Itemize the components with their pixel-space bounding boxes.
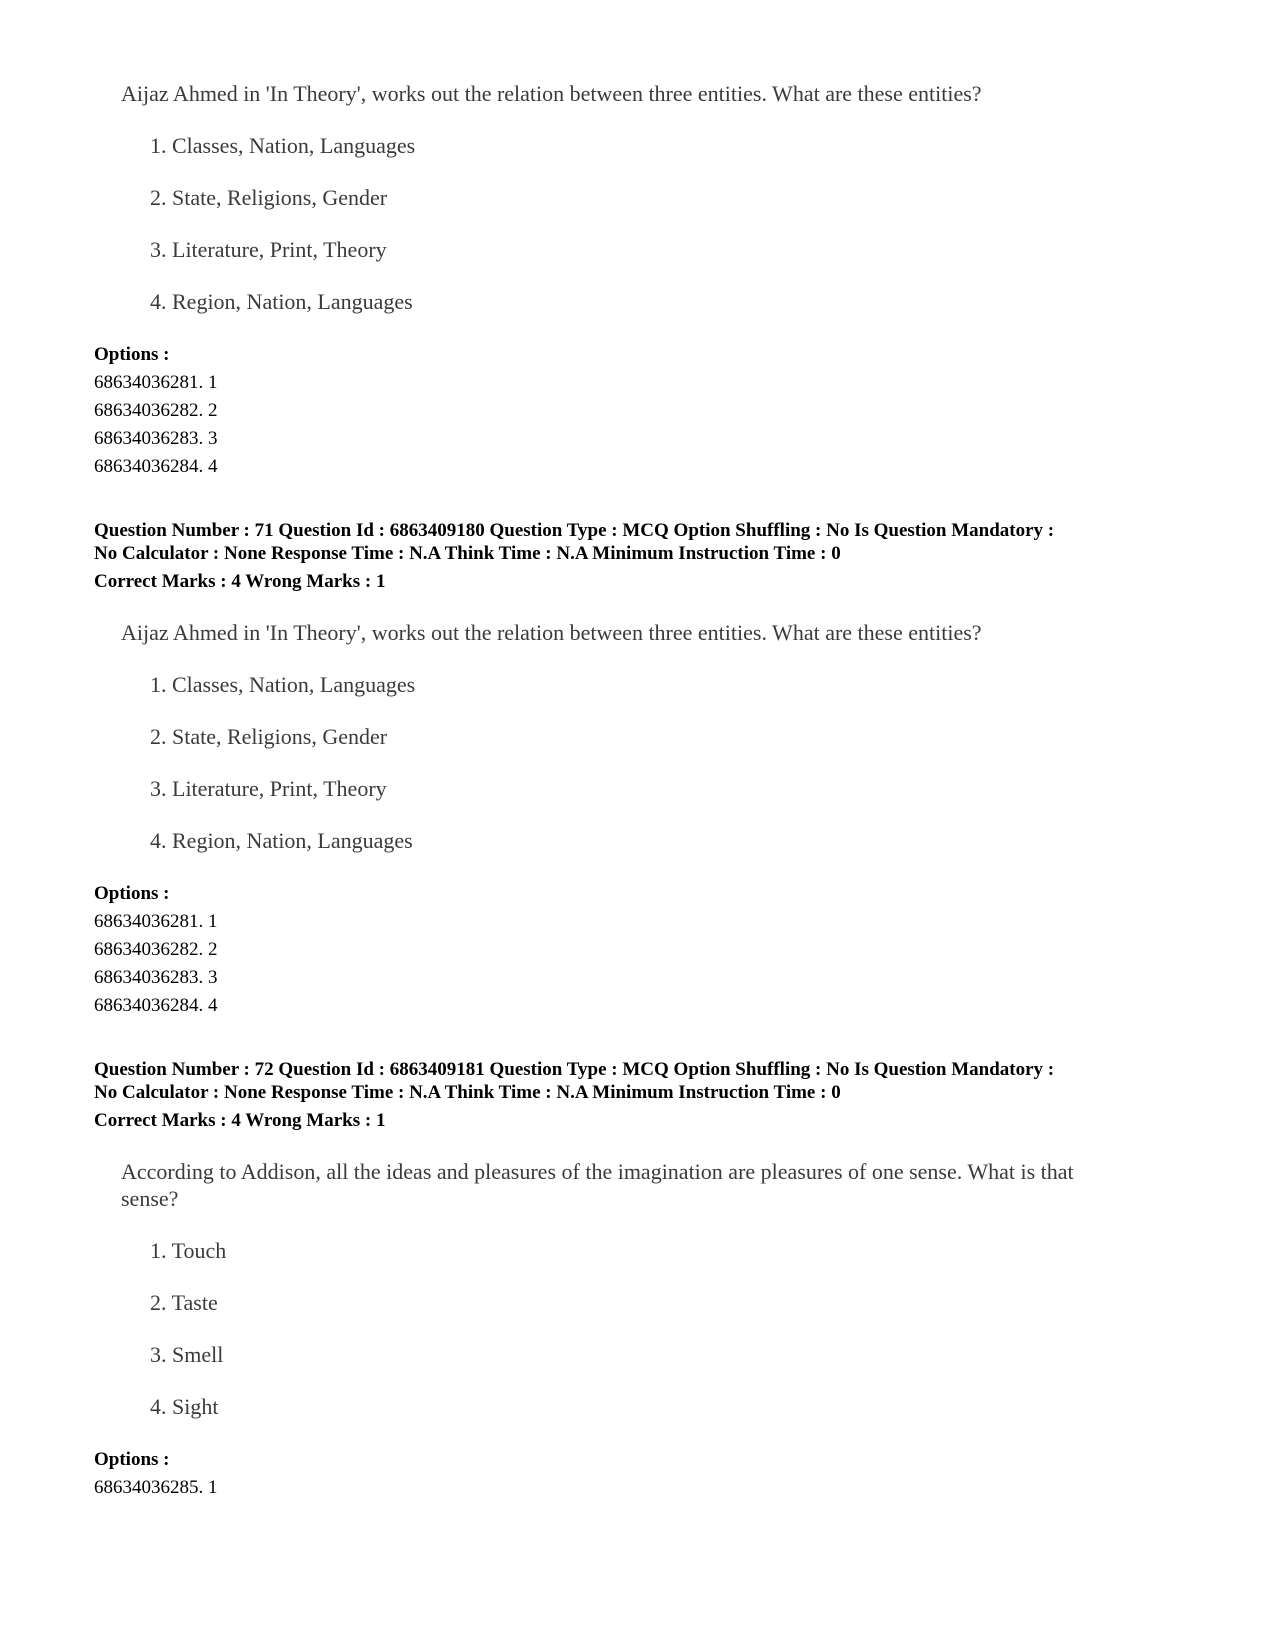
option-line: 68634036284. 4: [94, 995, 218, 1016]
question-marks: Correct Marks : 4 Wrong Marks : 1: [94, 571, 386, 592]
question-text: Aijaz Ahmed in 'In Theory', works out the relation between three entities. What are these entities?: [121, 81, 982, 106]
choice-item: 4. Sight: [150, 1394, 219, 1419]
choice-item: 3. Smell: [150, 1342, 224, 1367]
option-line: 68634036283. 3: [94, 967, 218, 988]
option-line: 68634036282. 2: [94, 400, 218, 421]
question-meta-line-1: Question Number : 71 Question Id : 6863409180 Question Type : MCQ Option Shuffling : No Is Question Mandatory :: [94, 520, 1055, 541]
choice-item: 3. Literature, Print, Theory: [150, 776, 387, 801]
question-text-line-2: sense?: [121, 1186, 179, 1211]
option-line: 68634036285. 1: [94, 1477, 218, 1498]
options-label: Options :: [94, 344, 170, 365]
choice-item: 1. Classes, Nation, Languages: [150, 133, 416, 158]
choice-item: 2. Taste: [150, 1290, 218, 1315]
option-line: 68634036281. 1: [94, 911, 218, 932]
question-text: Aijaz Ahmed in 'In Theory', works out the relation between three entities. What are these entities?: [121, 620, 982, 645]
choice-item: 1. Classes, Nation, Languages: [150, 672, 416, 697]
question-marks: Correct Marks : 4 Wrong Marks : 1: [94, 1110, 386, 1131]
options-label: Options :: [94, 883, 170, 904]
choice-item: 1. Touch: [150, 1238, 227, 1263]
question-text-line-1: According to Addison, all the ideas and pleasures of the imagination are pleasures of one sense. What is that: [121, 1159, 1074, 1184]
options-label: Options :: [94, 1449, 170, 1470]
option-line: 68634036283. 3: [94, 428, 218, 449]
choice-item: 4. Region, Nation, Languages: [150, 289, 413, 314]
option-line: 68634036281. 1: [94, 372, 218, 393]
choice-item: 4. Region, Nation, Languages: [150, 828, 413, 853]
option-line: 68634036282. 2: [94, 939, 218, 960]
choice-item: 3. Literature, Print, Theory: [150, 237, 387, 262]
choice-item: 2. State, Religions, Gender: [150, 185, 388, 210]
option-line: 68634036284. 4: [94, 456, 218, 477]
choice-item: 2. State, Religions, Gender: [150, 724, 388, 749]
question-meta-line-2: No Calculator : None Response Time : N.A Think Time : N.A Minimum Instruction Time : 0: [94, 1082, 841, 1103]
question-meta-line-1: Question Number : 72 Question Id : 6863409181 Question Type : MCQ Option Shuffling : No Is Question Mandatory :: [94, 1059, 1055, 1080]
question-meta-line-2: No Calculator : None Response Time : N.A Think Time : N.A Minimum Instruction Time : 0: [94, 543, 841, 564]
